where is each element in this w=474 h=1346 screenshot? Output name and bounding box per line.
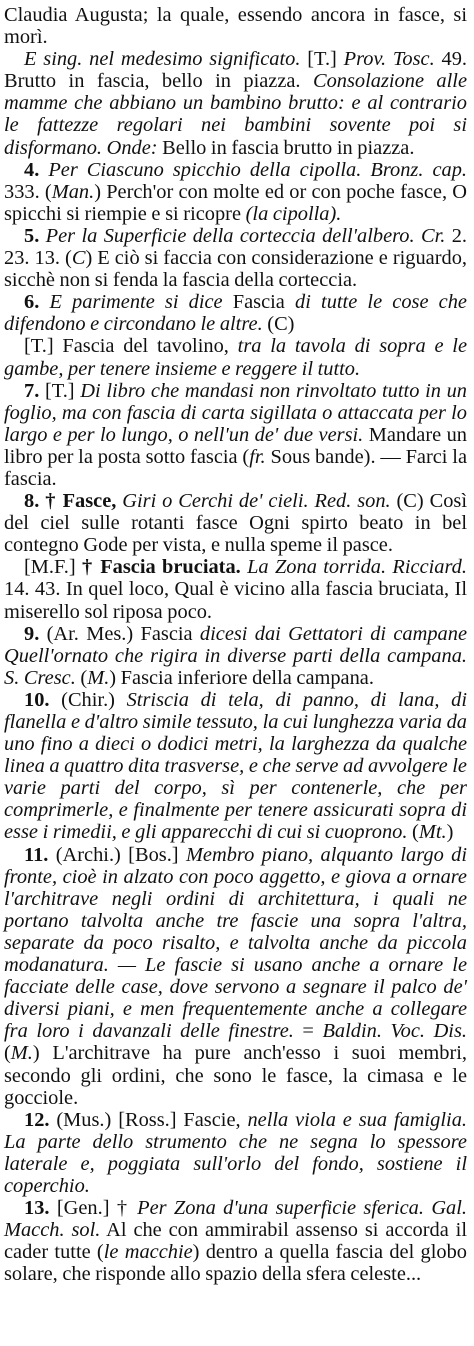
entry-heading: 13. xyxy=(24,1197,50,1220)
body-text: (Ar. Mes.) Fascia xyxy=(39,622,200,645)
italic-text: nella viola e sua famiglia. La parte dello strumento che ne segna lo spessore laterale e, poggiata sull'orlo del fondo, sostiene il coperchio. xyxy=(4,1108,467,1197)
italic-text: Membro piano, alquanto largo di fronte, cioè in alzato con poco aggetto, e giova a ornare l'architrave negli ordini di architettura, i quali ne portano talvolta anche tre fascie una sopra l'altra, separate da poco risalto, e talvolta anche da piccola modanatura. — Le fascie si usano anche a ornare le facciate delle case, dove servono a segnare il palco de' diversi piani, e men frequentemente anche a collegare fra loro i davanzali delle finestre. xyxy=(4,843,467,1043)
dictionary-entry-text xyxy=(4,4,467,1285)
entry-heading: 10. xyxy=(24,688,50,711)
italic-text: E parimente si dice xyxy=(49,291,223,314)
body-text: ( xyxy=(4,1042,11,1065)
entry-heading: 7. xyxy=(24,379,40,402)
body-text: ) E ciò si faccia con considerazione e riguardo, sicchè non si fenda la fascia della corteccia. xyxy=(4,247,467,292)
italic-text: Per Ciascuno spicchio della cipolla. Bronz. cap. xyxy=(48,158,467,181)
italic-text: Man. xyxy=(51,180,95,203)
body-text: ) dentro a quella fascia del globo solare, che risponde allo spazio della sfera celeste... xyxy=(4,1241,467,1286)
entry-heading: 8. † Fasce, xyxy=(24,490,117,513)
italic-text: Per la Superficie della corteccia dell'albero. Cr. xyxy=(45,224,446,247)
entry-paragraph xyxy=(4,556,467,622)
entry-paragraph xyxy=(4,844,467,1109)
entry-paragraph xyxy=(4,380,467,490)
italic-text: Baldin. Voc. Dis. xyxy=(322,1020,467,1043)
body-text: Bello in fascia brutto in piazza. xyxy=(157,136,415,159)
entry-heading: 5. xyxy=(24,224,40,247)
body-text xyxy=(39,159,48,181)
body-text: 333. ( xyxy=(4,180,52,203)
entry-paragraph xyxy=(4,335,467,379)
italic-text: M. xyxy=(87,666,110,689)
italic-text: Prov. Tosc. xyxy=(343,48,435,71)
italic-text: Giri o Cerchi de' cieli. Red. son. xyxy=(122,490,391,513)
body-text: (Chir.) xyxy=(49,688,127,711)
italic-text: La Zona torrida. Ricciard. xyxy=(247,556,467,579)
entry-paragraph xyxy=(4,225,467,291)
entry-paragraph xyxy=(4,291,467,335)
body-text: (Archi.) [Bos.] xyxy=(48,843,186,866)
body-text: ( xyxy=(407,821,419,844)
entry-paragraph xyxy=(4,1109,467,1197)
entry-paragraph xyxy=(4,159,467,225)
body-text: ( xyxy=(75,666,88,689)
italic-text: le macchie xyxy=(103,1241,193,1264)
italic-text: C xyxy=(71,247,86,270)
italic-text: Striscia di tela, di panno, di lana, di flanella e d'altro simile tessuto, la cui lunghezza varia da uno fino a dieci o dodici metri, la larghezza da qualche linea a quattro dita trasverse, e che serve ad avvolgere le varie parti del corpo, sì per contenerle, che per comprimerle, e finalmente per tenere assicurati sopra di esse i rimedii, e gli apparecchi di cui si cuoprono. xyxy=(4,688,468,844)
entry-heading: 12. xyxy=(24,1108,50,1131)
body-text: [T.] Fascia del tavolino, xyxy=(24,335,238,358)
body-text: Al che con ammirabil assenso si accorda il cader tutte ( xyxy=(4,1219,467,1264)
body-text: [T.] xyxy=(39,379,81,402)
italic-text: Consolazione alle mamme che abbiano un bambino brutto: e al contrario le fattezze regolari nei bambini sovente poi si disformano. Onde: xyxy=(4,70,467,159)
body-text: ) Perch'or con molte ed or con poche fasce, O spicchi si riempie e si ricopre xyxy=(4,180,467,225)
entry-paragraph xyxy=(4,48,467,158)
italic-text: Mt. xyxy=(418,821,447,844)
body-text: ) L'architrave ha pure anch'esso i suoi membri, secondo gli ordini, che sono le fasce, la cimasa e le gocciole. xyxy=(4,1042,467,1109)
entry-paragraph xyxy=(4,689,467,844)
italic-text: M. xyxy=(10,1042,33,1065)
italic-text: (la cipolla). xyxy=(245,202,342,225)
entry-paragraph xyxy=(4,1197,467,1285)
body-text: Sous bande). — Farci la fascia. xyxy=(4,445,467,490)
body-text: = xyxy=(293,1020,323,1043)
entry-paragraph xyxy=(4,623,467,689)
body-text xyxy=(39,291,49,313)
italic-text: E sing. nel medesimo significato. xyxy=(24,48,301,71)
body-text: [Gen.] † xyxy=(49,1197,138,1220)
italic-text: fr. xyxy=(249,445,266,468)
entry-heading: 9. xyxy=(24,622,40,645)
body-text: [M.F.] xyxy=(24,556,82,579)
entry-heading: † Fascia bruciata. xyxy=(81,556,241,579)
body-text: (C) xyxy=(262,313,295,336)
body-text: 49. Brutto in fascia, bello in piazza. xyxy=(4,48,467,93)
italic-text: Di libro che mandasi non rinvoltato tutto in un foglio, ma con fascia di carta sigillata o attaccata per lo largo e per lo lungo, o nell'un de' due versi. xyxy=(4,379,467,446)
body-text: Fascia xyxy=(222,291,296,314)
italic-text: di tutte le cose che difendono e circondano le altre. xyxy=(4,291,467,336)
body-text: Mandare un libro per la posta sotto fascia ( xyxy=(4,423,467,468)
italic-text: Per Zona d'una superficie sferica. Gal. Macch. sol. xyxy=(4,1197,467,1242)
body-text: ) xyxy=(446,821,454,844)
italic-text: dicesi dai Gettatori di campane Quell'ornato che rigira in diverse parti della campana. S. Cresc. xyxy=(4,622,467,689)
entry-paragraph xyxy=(4,4,467,48)
body-text: (Mus.) [Ross.] Fascie, xyxy=(49,1108,248,1131)
body-text: 14. 43. In quel loco, Qual è vicino alla fascia bruciata, Il miserello sol riposa poco. xyxy=(4,578,467,623)
body-text: ) Fascia inferiore della campana. xyxy=(109,666,374,689)
body-text: 2. 23. 13. ( xyxy=(4,224,467,270)
entry-paragraph xyxy=(4,490,467,556)
body-text: [T.] xyxy=(300,48,344,71)
body-text: (C) Così del ciel sulle rotanti fasce Ogni spirto beato in bel contegno Gode per vista, e nulla speme il pasce. xyxy=(4,490,467,557)
entry-heading: 11. xyxy=(24,843,49,866)
italic-text: tra la tavola di sopra e le gambe, per tenere insieme e reggere il tutto. xyxy=(4,335,468,380)
body-text: Claudia Augusta; la quale, essendo ancora in fasce, si morì. xyxy=(4,4,467,49)
entry-heading: 4. xyxy=(24,158,40,181)
entry-heading: 6. xyxy=(24,291,40,314)
